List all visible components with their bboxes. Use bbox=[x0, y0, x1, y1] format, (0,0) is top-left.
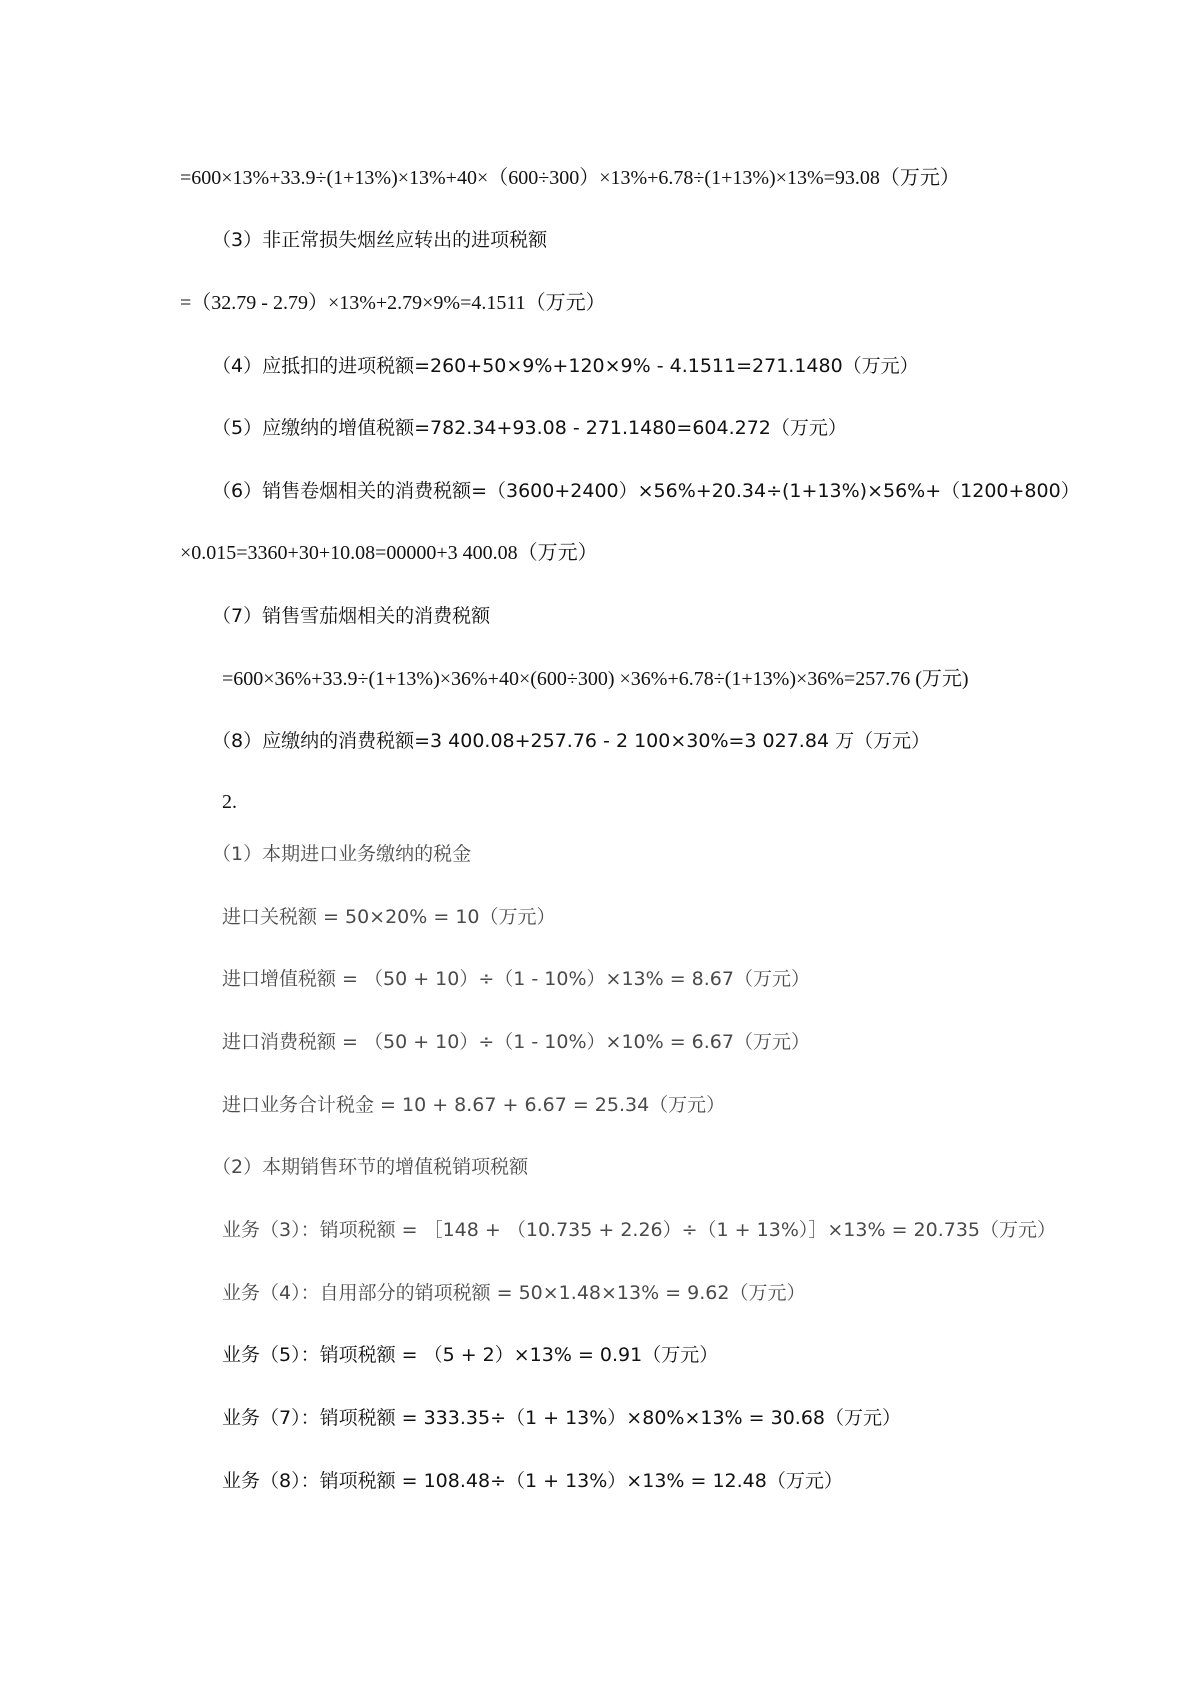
text-line-9: =600×36%+33.9÷(1+13%)×36%+40×(600÷300) ×36%+6.78÷(1+13%)×36%=257.76 (万元) bbox=[222, 668, 969, 690]
text-line-6: （6）销售卷烟相关的消费税额=（3600+2400）×56%+20.34÷(1+13%)×56%+（1200+800） bbox=[212, 480, 1080, 502]
text-line-10: （8）应缴纳的消费税额=3 400.08+257.76 - 2 100×30%=3 027.84 万（万元） bbox=[212, 730, 931, 752]
text-line-12: （1）本期进口业务缴纳的税金 bbox=[212, 843, 472, 865]
text-line-1: =600×13%+33.9÷(1+13%)×13%+40×（600÷300）×13%+6.78÷(1+13%)×13%=93.08（万元） bbox=[180, 167, 960, 189]
text-line-5: （5）应缴纳的增值税额=782.34+93.08 - 271.1480=604.272（万元） bbox=[212, 417, 847, 439]
text-line-19: 业务（4）：自用部分的销项税额 = 50×1.48×13% = 9.62（万元） bbox=[222, 1282, 806, 1304]
text-line-2: （3）非正常损失烟丝应转出的进项税额 bbox=[212, 229, 548, 251]
text-line-22: 业务（8）：销项税额 = 108.48÷（1 + 13%）×13% = 12.48（万元） bbox=[222, 1470, 843, 1492]
text-line-18: 业务（3）：销项税额 = ［148 + （10.735 + 2.26）÷（1 + 13%）］×13% = 20.735（万元） bbox=[222, 1219, 1057, 1241]
text-line-16: 进口业务合计税金 = 10 + 8.67 + 6.67 = 25.34（万元） bbox=[222, 1094, 726, 1116]
text-line-3: =（32.79 - 2.79）×13%+2.79×9%=4.1511（万元） bbox=[180, 292, 606, 314]
text-line-14: 进口增值税额 = （50 + 10）÷（1 - 10%）×13% = 8.67（万元） bbox=[222, 968, 810, 990]
text-line-11: 2. bbox=[222, 791, 237, 813]
text-line-7: ×0.015=3360+30+10.08=00000+3 400.08（万元） bbox=[180, 542, 598, 564]
text-line-15: 进口消费税额 = （50 + 10）÷（1 - 10%）×10% = 6.67（万元） bbox=[222, 1031, 810, 1053]
text-line-13: 进口关税额 = 50×20% = 10（万元） bbox=[222, 906, 556, 928]
text-line-21: 业务（7）：销项税额 = 333.35÷（1 + 13%）×80%×13% = 30.68（万元） bbox=[222, 1407, 902, 1429]
text-line-20: 业务（5）：销项税额 = （5 + 2）×13% = 0.91（万元） bbox=[222, 1344, 719, 1366]
text-line-17: （2）本期销售环节的增值税销项税额 bbox=[212, 1156, 529, 1178]
text-line-8: （7）销售雪茄烟相关的消费税额 bbox=[212, 605, 491, 627]
text-line-4: （4）应抵扣的进项税额=260+50×9%+120×9% - 4.1511=271.1480（万元） bbox=[212, 355, 919, 377]
